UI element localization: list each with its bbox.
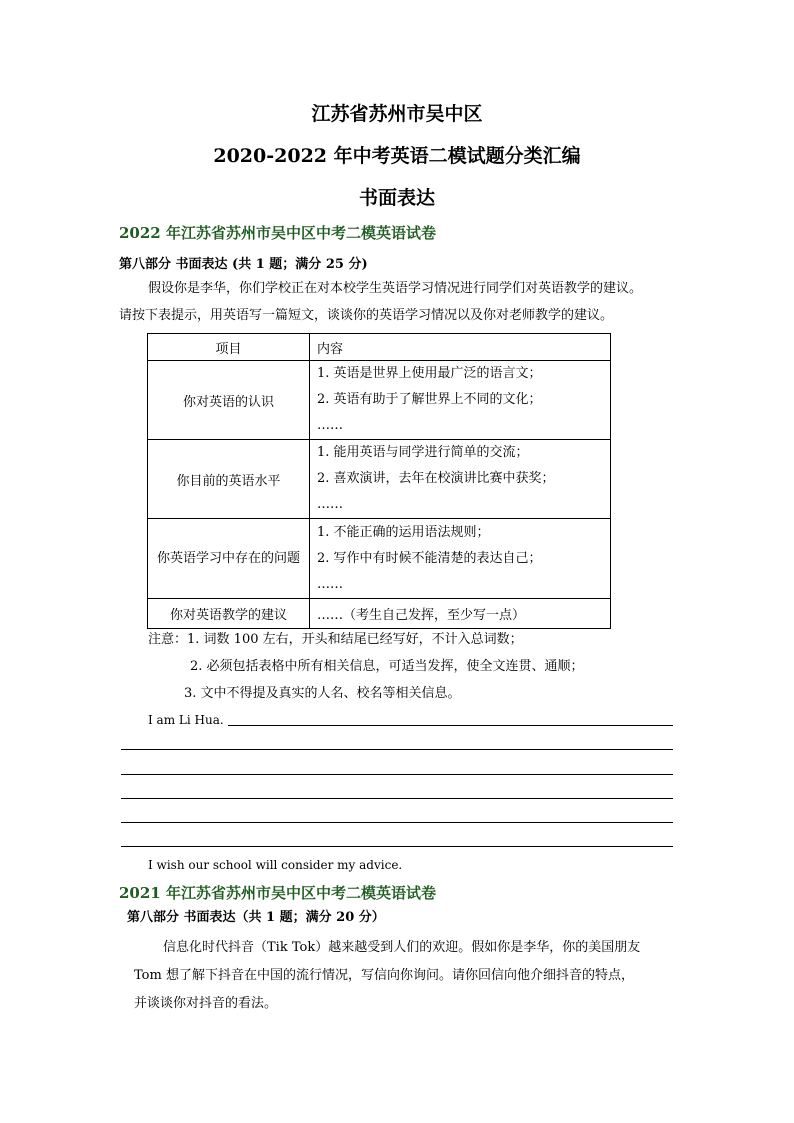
note-1: 注意：1. 词数 100 左右，开头和结尾已经写好，不计入总词数；: [148, 632, 523, 647]
table-header-content: 内容: [310, 334, 611, 361]
section-2022-heading: 2022 年江苏省苏州市吴中区中考二模英语试卷: [119, 224, 436, 242]
table-row-label: 你对英语教学的建议: [148, 599, 310, 629]
table-row-item: ……: [317, 497, 343, 512]
answer-line: [121, 774, 673, 775]
table-row-item: ……（考生自己发挥，至少写一点）: [310, 599, 611, 629]
table-row: [148, 519, 611, 599]
table-row-content: [310, 361, 611, 440]
section-2021-prompt-line1: 信息化时代抖音（Tik Tok）越来越受到人们的欢迎。假如你是李华，你的美国朋友: [163, 940, 641, 955]
note-3: 3. 文中不得提及真实的人名、校名等相关信息。: [184, 686, 461, 701]
essay-opening: I am Li Hua.: [148, 713, 224, 727]
section-2022-prompt-line1: 假设你是李华，你们学校正在对本校学生英语学习情况进行同学们对英语教学的建议。: [148, 281, 643, 296]
answer-line: [121, 846, 673, 847]
section-2021-heading: 2021 年江苏省苏州市吴中区中考二模英语试卷: [119, 884, 436, 902]
table-row: [148, 361, 611, 440]
table-row-item: 1. 能用英语与同学进行简单的交流；: [317, 445, 529, 460]
table-row: [148, 440, 611, 519]
doc-title-main: 2020-2022 年中考英语二模试题分类汇编: [213, 145, 581, 167]
table-row-label: 你对英语的认识: [148, 361, 310, 440]
table-row: [148, 599, 611, 629]
table-row-item: 2. 喜欢演讲，去年在校演讲比赛中获奖；: [317, 471, 555, 486]
answer-line: [121, 749, 673, 750]
table-header-row: [148, 334, 611, 361]
section-2021-part-title-text: 第八部分 书面表达（共 1 题；满分 20 分）: [127, 910, 385, 925]
doc-title-topic: 书面表达: [358, 187, 435, 209]
answer-line: [121, 798, 673, 799]
doc-title-region: 江苏省苏州市吴中区: [311, 103, 483, 125]
section-2022-prompt-line2: 请按下表提示，用英语写一篇短文，谈谈你的英语学习情况以及你对老师教学的建议。: [119, 308, 614, 323]
section-2021-part-title: [127, 904, 385, 932]
table-row-item: ……: [317, 576, 343, 592]
table-row-label: 你英语学习中存在的问题: [148, 519, 310, 599]
prompt-table: [147, 333, 611, 629]
table-row-item: 2. 英语有助于了解世界上不同的文化；: [317, 392, 542, 407]
essay-closing: I wish our school will consider my advice.: [148, 858, 403, 872]
table-row-item: 2. 写作中有时候不能清楚的表达自己；: [317, 550, 542, 566]
section-2022-part-title: 第八部分 书面表达 (共 1 题；满分 25 分): [119, 257, 368, 272]
table-row-label: 你目前的英语水平: [148, 440, 310, 519]
table-row-content: [310, 440, 611, 519]
table-header-item: 项目: [148, 334, 310, 361]
note-2: 2. 必须包括表格中所有相关信息，可适当发挥，使全文连贯、通顺；: [190, 659, 584, 674]
section-2021-prompt-line3: 并谈谈你对抖音的看法。: [134, 996, 278, 1011]
answer-line: [121, 822, 673, 823]
table-row-item: 1. 英语是世界上使用最广泛的语言文；: [317, 366, 542, 381]
table-row-item: 1. 不能正确的运用语法规则；: [317, 524, 490, 540]
table-row-content: [310, 519, 611, 599]
section-2021-prompt-line2: Tom 想了解下抖音在中国的流行情况，写信向你询问。请你回信向他介细抖音的特点，: [134, 968, 634, 983]
table-row-item: ……: [317, 418, 343, 433]
answer-line: [228, 725, 673, 726]
